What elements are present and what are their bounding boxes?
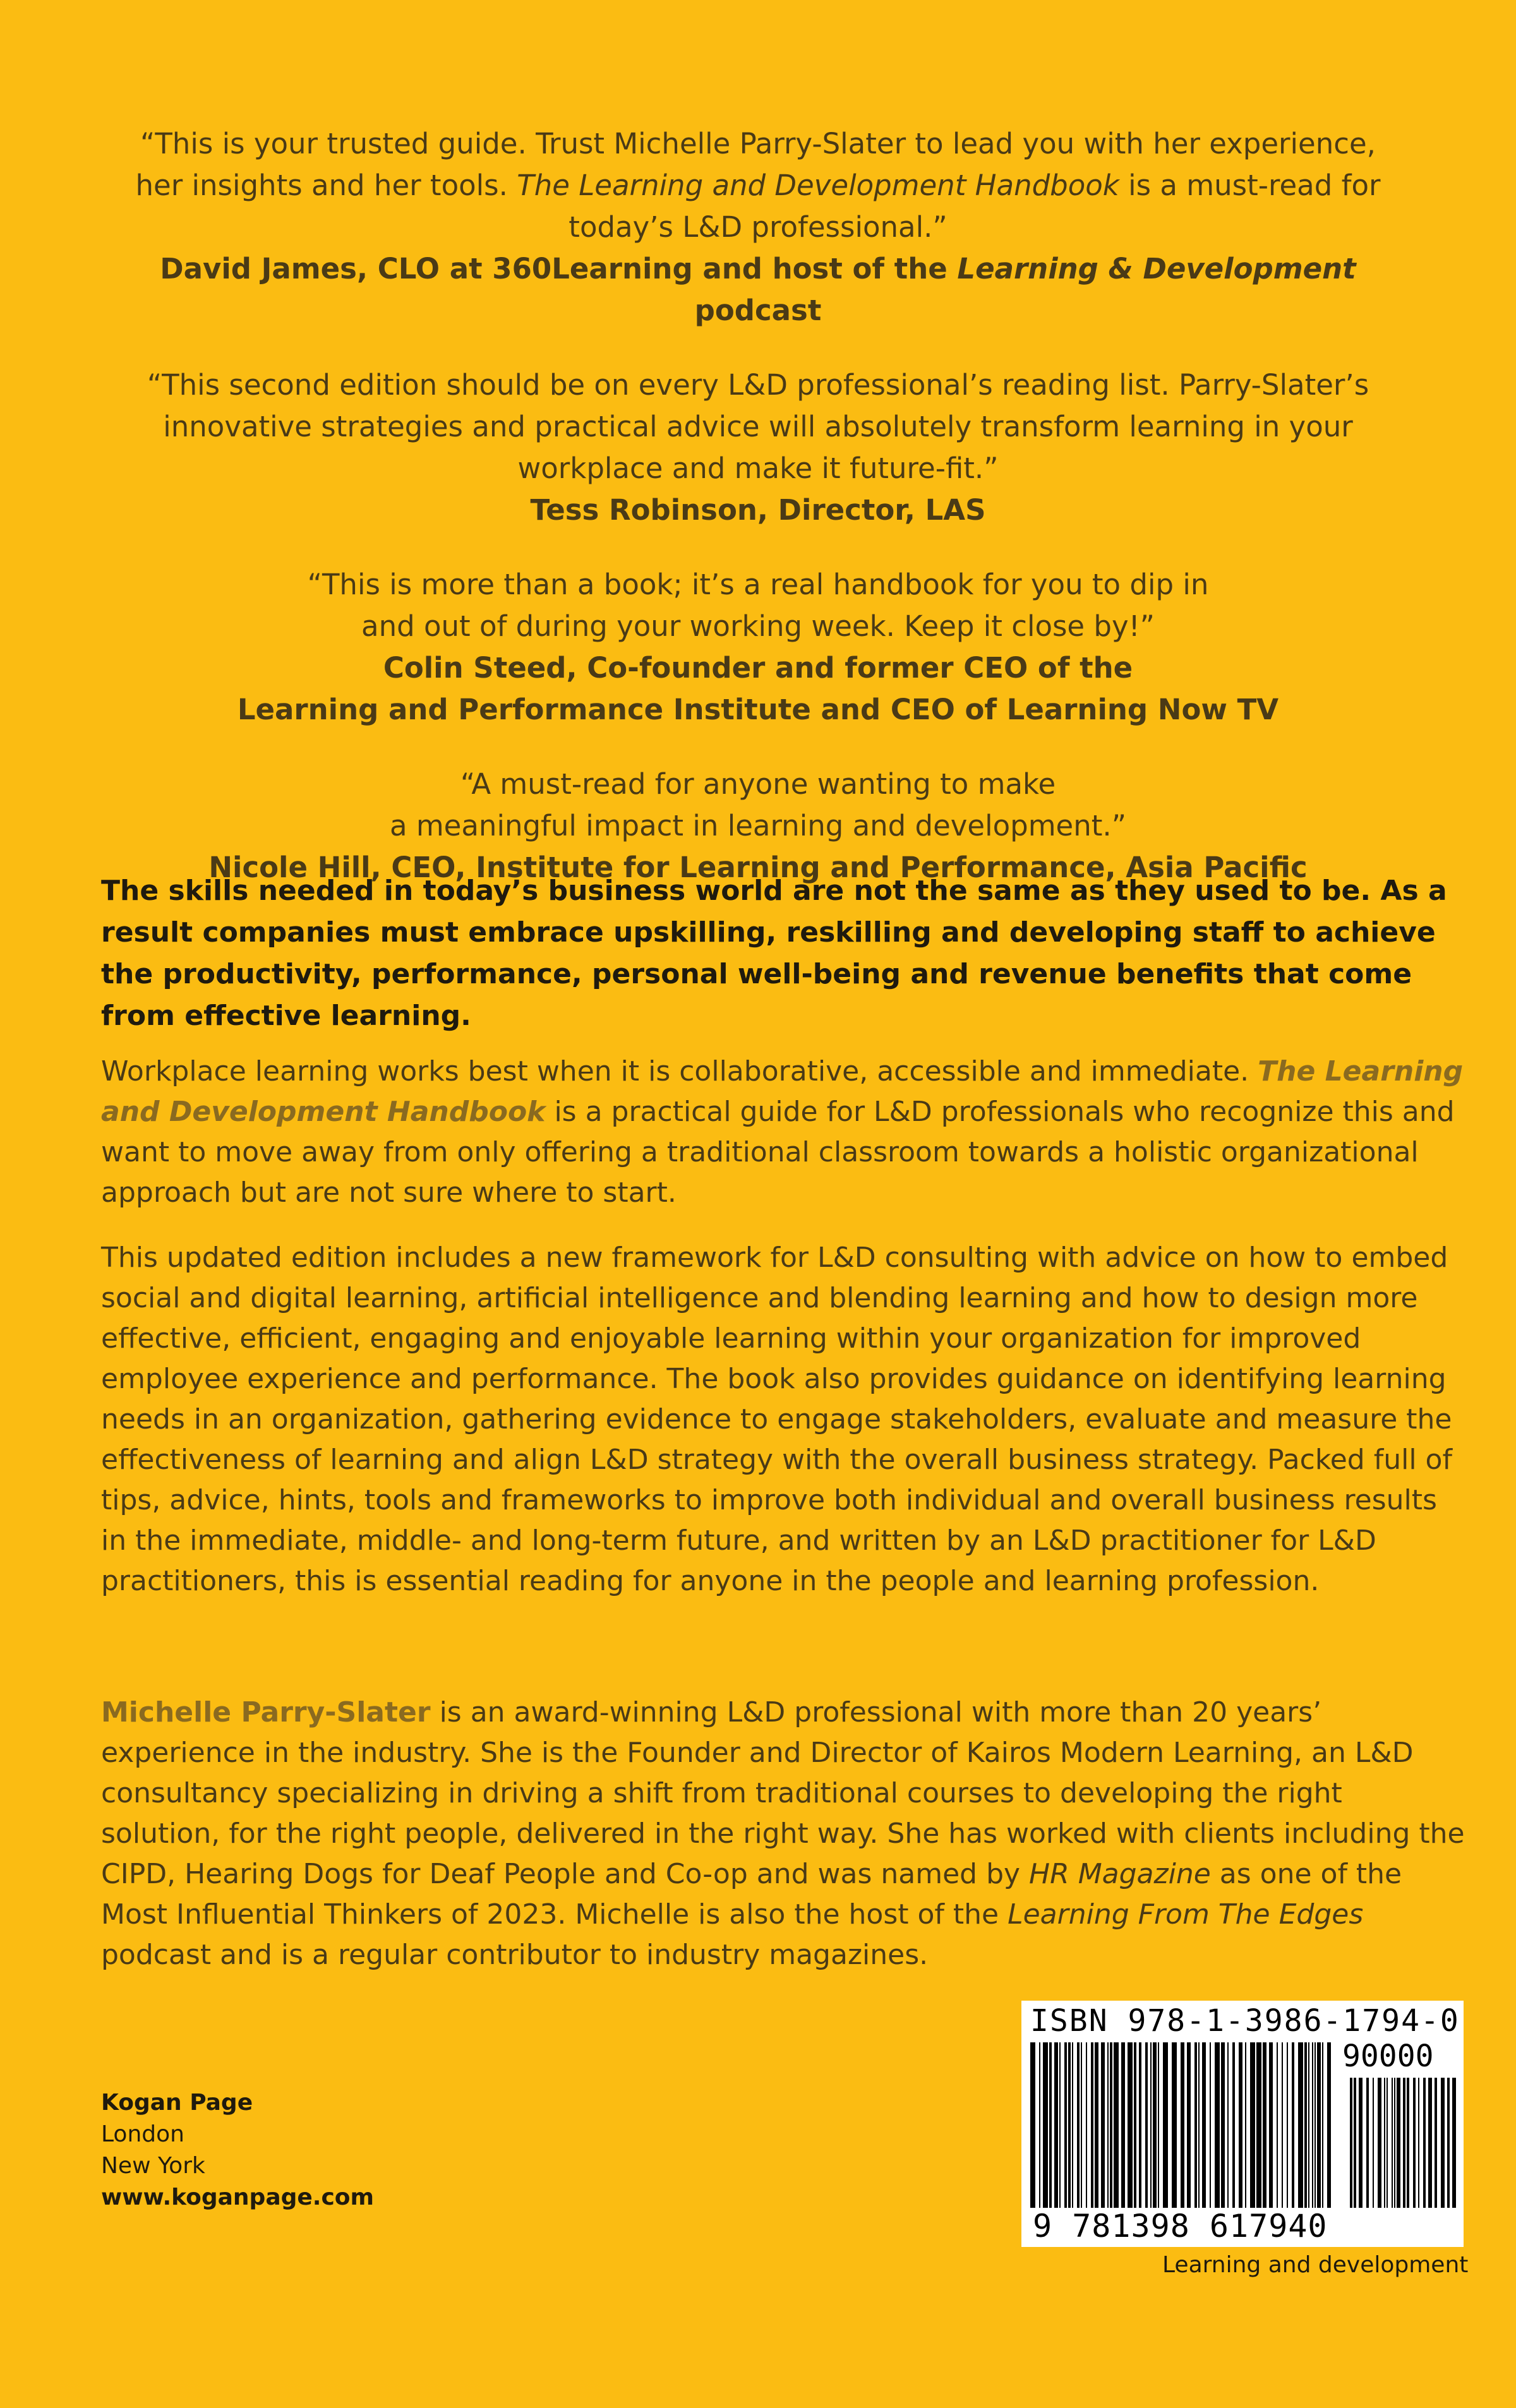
barcode-bar (1227, 2042, 1229, 2208)
barcode-bar (1327, 2042, 1331, 2208)
barcode-bar (1095, 2042, 1098, 2208)
barcode-bar (1081, 2042, 1082, 2208)
testimonials (95, 123, 1421, 921)
publisher-city: New York (101, 2153, 205, 2179)
barcode-bar (1394, 2078, 1395, 2208)
barcode-bar (1145, 2042, 1148, 2208)
barcode-bar (1277, 2042, 1278, 2208)
barcode-bar (1418, 2078, 1419, 2208)
barcode-bar (1373, 2078, 1374, 2208)
subject-category: Learning and development (1162, 2252, 1469, 2278)
barcode-bar (1269, 2042, 1273, 2208)
barcode-bar (1292, 2042, 1294, 2208)
quote-attribution: David James, CLO at 360Learning and host of the Learning & Development podcast (160, 252, 1356, 327)
barcode-bar (1317, 2042, 1321, 2208)
barcode-bar (1387, 2078, 1388, 2208)
barcode-bar (1239, 2042, 1242, 2208)
barcode-bar (1282, 2042, 1283, 2208)
barcode-bar (1128, 2042, 1133, 2208)
quote-text: her insights and her tools. The Learning and Development Handbook is a must-read for (135, 169, 1381, 202)
barcode-bar (1210, 2042, 1211, 2208)
barcode-bar (1068, 2042, 1071, 2208)
barcode-bar (1049, 2042, 1052, 2208)
barcode-bar (1232, 2042, 1235, 2208)
magazine-title: HR Magazine (1029, 1858, 1211, 1890)
barcode-bar (1354, 2078, 1356, 2208)
book-title: The Learning and Development Handbook (517, 169, 1119, 202)
barcode-bar (1163, 2042, 1168, 2208)
quote-text: today’s L&D professional.” (568, 210, 948, 244)
barcode-bar (1397, 2078, 1400, 2208)
author-bio: Michelle Parry-Slater is an award-winning L&D professional with more than 20 years’ experience in the industry. She is the Founder and Director of Kairos Modern Learning, an L&D consultancy specializing in driving a shift from traditional courses to developing the right solution, for the right people, delivered in the right way. She has worked with clients including the CIPD, Hearing Dogs for Deaf People and Co-op and was named by HR Magazine as one of the Most Influential Thinkers of 2023. Michelle is also the host of the Learning From The Edges podcast and is a regular contributor to industry magazines. (101, 1696, 1465, 1971)
barcode-bar (1114, 2042, 1119, 2208)
barcode-bar (1304, 2042, 1307, 2208)
quote-attribution: Nicole Hill, CEO, Institute for Learning and Performance, Asia Pacific (208, 851, 1308, 884)
barcode-digits: 9 781398 617940 (1030, 2208, 1330, 2244)
podcast-title: Learning & Development (957, 252, 1356, 285)
barcode-bar (1187, 2042, 1191, 2208)
quote-text: a meaningful impact in learning and development.” (389, 809, 1127, 842)
quote-text: “This is your trusted guide. Trust Michelle Parry-Slater to lead you with her experience, (140, 127, 1376, 160)
barcode-bar (1121, 2042, 1125, 2208)
publisher-block (101, 2087, 374, 2213)
quote-text: “A must-read for anyone wanting to make (460, 767, 1056, 801)
quote-attribution: Learning and Performance Institute and CEO of Learning Now TV (237, 693, 1279, 726)
testimonial-3 (95, 564, 1421, 731)
barcode-bar (1256, 2042, 1261, 2208)
barcode-bar (1134, 2042, 1136, 2208)
barcode-bar (1413, 2078, 1416, 2208)
barcode-bar (1172, 2042, 1177, 2208)
testimonial-1 (95, 123, 1421, 332)
barcode-bar (1441, 2078, 1445, 2208)
barcode-bar (1091, 2042, 1093, 2208)
barcode-bar (1198, 2042, 1200, 2208)
barcode-bar (1392, 2078, 1393, 2208)
barcode-bar (1039, 2042, 1040, 2208)
barcode-bar (1366, 2078, 1369, 2208)
quote-text: workplace and make it future-fit.” (517, 452, 999, 485)
barcode-bar (1245, 2042, 1246, 2208)
barcode-bar (1287, 2042, 1288, 2208)
barcode-bar (1428, 2078, 1432, 2208)
barcode-bar (1298, 2042, 1303, 2208)
barcode-bar (1314, 2042, 1316, 2208)
barcode-bar (1312, 2042, 1313, 2208)
barcode-bar (1110, 2042, 1112, 2208)
barcode-bar (1407, 2078, 1409, 2208)
barcode-bar (1359, 2078, 1363, 2208)
barcode-bar (1250, 2042, 1255, 2208)
barcode-bar (1452, 2078, 1456, 2208)
barcode-bar (1435, 2078, 1437, 2208)
barcode-bar (1153, 2042, 1157, 2208)
barcode-bar (1064, 2042, 1067, 2208)
publisher-url: www.koganpage.com (101, 2184, 375, 2210)
podcast-title: Learning From The Edges (1008, 1898, 1364, 1931)
testimonial-2 (95, 364, 1421, 531)
barcode-bar (1150, 2042, 1152, 2208)
barcode-bar (1107, 2042, 1109, 2208)
isbn-number: ISBN 978-1-3986-1794-0 (1030, 2003, 1460, 2039)
quote-text: innovative strategies and practical advice will absolutely transform learning in your (163, 410, 1353, 443)
barcode-bar (1263, 2042, 1266, 2208)
barcode-bar (1054, 2042, 1058, 2208)
barcode-bar (1447, 2078, 1450, 2208)
publisher-name: Kogan Page (101, 2090, 253, 2116)
barcode-bar (1322, 2042, 1323, 2208)
barcode-bar (1139, 2042, 1141, 2208)
quote-attribution: Tess Robinson, Director, LAS (530, 493, 986, 527)
book-title: The Learning and Development Handbook (101, 1055, 1464, 1128)
quote-attribution: Colin Steed, Co-founder and former CEO of the (383, 651, 1133, 685)
barcode-bar (1181, 2042, 1184, 2208)
barcode-bar (1030, 2042, 1035, 2208)
quote-text: and out of during your working week. Keep it close by!” (361, 609, 1155, 643)
barcode-bar (1384, 2078, 1385, 2208)
barcode-bar (1059, 2042, 1061, 2208)
lead-paragraph: The skills needed in today’s business world are not the same as they used to be. As a result companies must embrace upskilling, reskilling and developing staff to achieve the productivity, performance, personal well-being and revenue benefits that come from effective learning. (101, 875, 1447, 1032)
barcode-bar (1101, 2042, 1105, 2208)
barcode-bar (1221, 2042, 1225, 2208)
author-name: Michelle Parry-Slater (101, 1696, 431, 1728)
barcode-bar (1423, 2078, 1426, 2208)
isbn-barcode (1021, 2001, 1464, 2247)
quote-text: “This second edition should be on every L&D professional’s reading list. Parry-Slater’s (147, 368, 1369, 402)
description-paragraph-1: Workplace learning works best when it is collaborative, accessible and immediate. The Learning and Development Handbook is a practical guide for L&D professionals who recognize this and want to move away from only offering a traditional classroom towards a holistic organizational approach but are not sure where to start. (101, 1055, 1464, 1209)
publisher-city: London (101, 2121, 184, 2147)
barcode-bar (1308, 2042, 1309, 2208)
barcode-bar (1403, 2078, 1405, 2208)
barcode-bar (1072, 2042, 1073, 2208)
barcode-bar (1202, 2042, 1206, 2208)
barcode-bars (1029, 2042, 1456, 2208)
barcode-bar (1077, 2042, 1080, 2208)
description-paragraph-2: This updated edition includes a new framework for L&D consulting with advice on how to embed social and digital learning, artificial intelligence and blending learning and how to design more effective, efficient, engaging and enjoyable learning within your organization for improved employee experience and performance. The book also provides guidance on identifying learning needs in an organization, gathering evidence to engage stakeholders, evaluate and measure the effectiveness of learning and align L&D strategy with the overall business strategy. Packed full of tips, advice, hints, tools and frameworks to improve both individual and overall business results in the immediate, middle- and long-term future, and written by an L&D practitioner for L&D practitioners, this is essential reading for anyone in the people and learning profession. (101, 1242, 1452, 1597)
barcode-bar (1378, 2078, 1381, 2208)
barcode-bar (1350, 2078, 1352, 2208)
barcode-bar (1086, 2042, 1087, 2208)
barcode-bar (1194, 2042, 1197, 2208)
barcode-bar (1043, 2042, 1048, 2208)
quote-text: “This is more than a book; it’s a real handbook for you to dip in (307, 568, 1209, 601)
price-code: 90000 (1342, 2039, 1434, 2074)
barcode-bar (1215, 2042, 1220, 2208)
barcode-bar (1158, 2042, 1159, 2208)
